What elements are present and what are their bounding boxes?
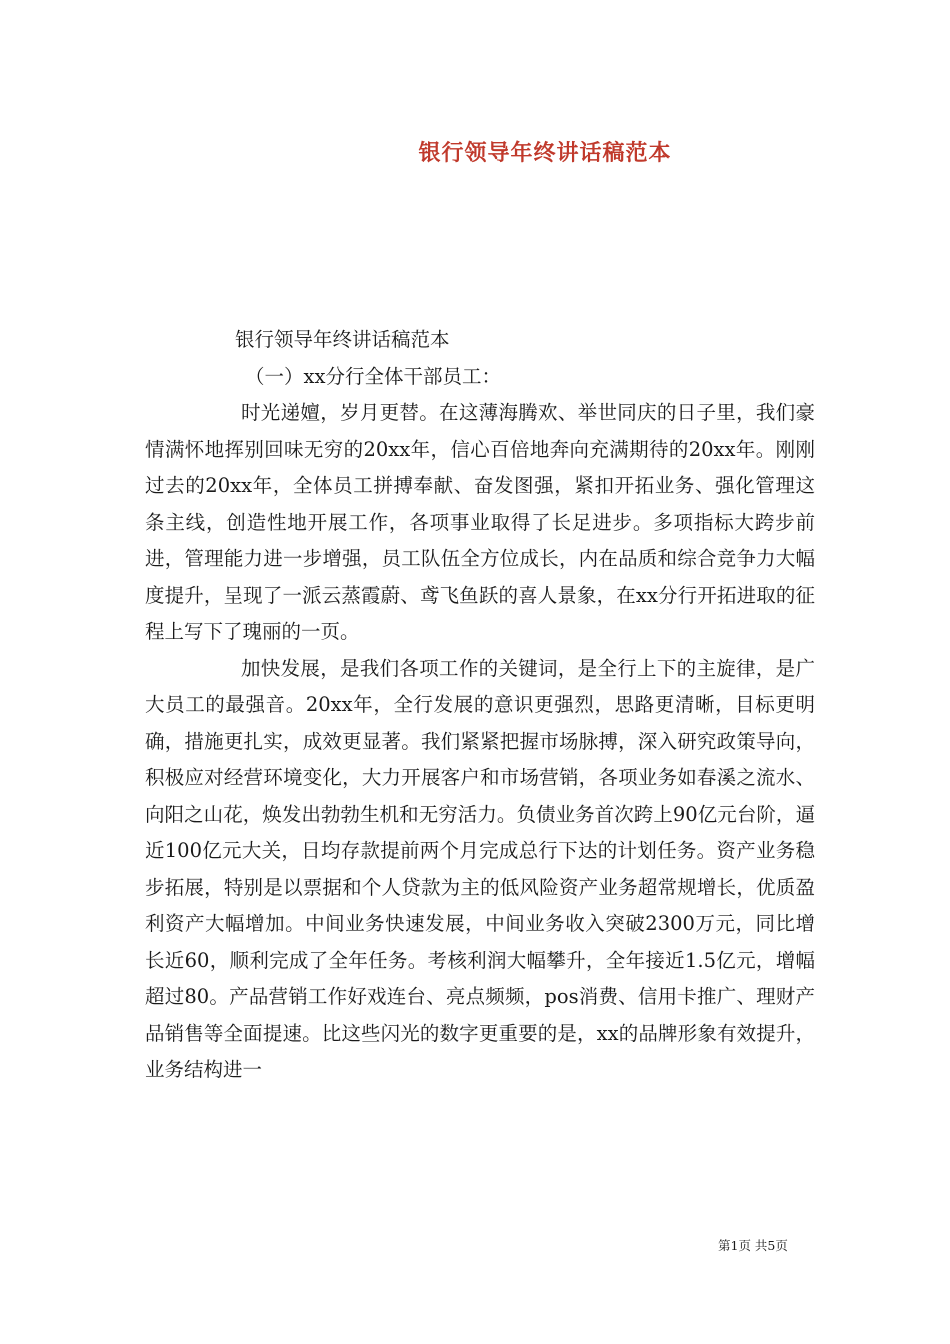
page-number: 第1页 共5页 (718, 1238, 788, 1253)
paragraph-2: 加快发展，是我们各项工作的关键词，是全行上下的主旋律，是广大员工的最强音。20xx年，全行发展的意识更强烈，思路更清晰，目标更明确，措施更扎实，成效更显著。我们紧紧把握市场脉搏，深入研究政策导向，积极应对经营环境变化，大力开展客户和市场营销，各项业务如春溪之流水、向阳之山花，焕发出勃勃生机和无穷活力。负债业务首次跨上90亿元台阶，逼近100亿元大关，日均存款提前两个月完成总行下达的计划任务。资产业务稳步拓展，特别是以票据和个人贷款为主的低风险资产业务超常规增长，优质盈利资产大幅增加。中间业务快速发展，中间业务收入突破2300万元，同比增长近60，顺利完成了全年任务。考核利润大幅攀升，全年接近1.5亿元，增幅超过80。产品营销工作好戏连台、亮点频频，pos消费、信用卡推广、理财产品销售等全面提速。比这些闪光的数字更重要的是，xx的品牌形象有效提升，业务结构进一 (145, 656, 815, 1081)
salutation: （一）xx分行全体干部员工： (245, 364, 501, 388)
document-body (145, 322, 815, 1089)
inner-title: 银行领导年终讲话稿范本 (235, 328, 450, 351)
paragraph-1: 时光递嬗，岁月更替。在这薄海腾欢、举世同庆的日子里，我们豪情满怀地挥别回味无穷的20xx年，信心百倍地奔向充满期待的20xx年。刚刚过去的20xx年，全体员工拼搏奉献、奋发图强，紧扣开拓业务、强化管理这条主线，创造性地开展工作，各项事业取得了长足进步。多项指标大跨步前进，管理能力进一步增强，员工队伍全方位成长，内在品质和综合竞争力大幅度提升，呈现了一派云蒸霞蔚、鸢飞鱼跃的喜人景象，在xx分行开拓进取的征程上写下了瑰丽的一页。 (145, 401, 815, 643)
document-title: 银行领导年终讲话稿范本 (418, 140, 672, 166)
